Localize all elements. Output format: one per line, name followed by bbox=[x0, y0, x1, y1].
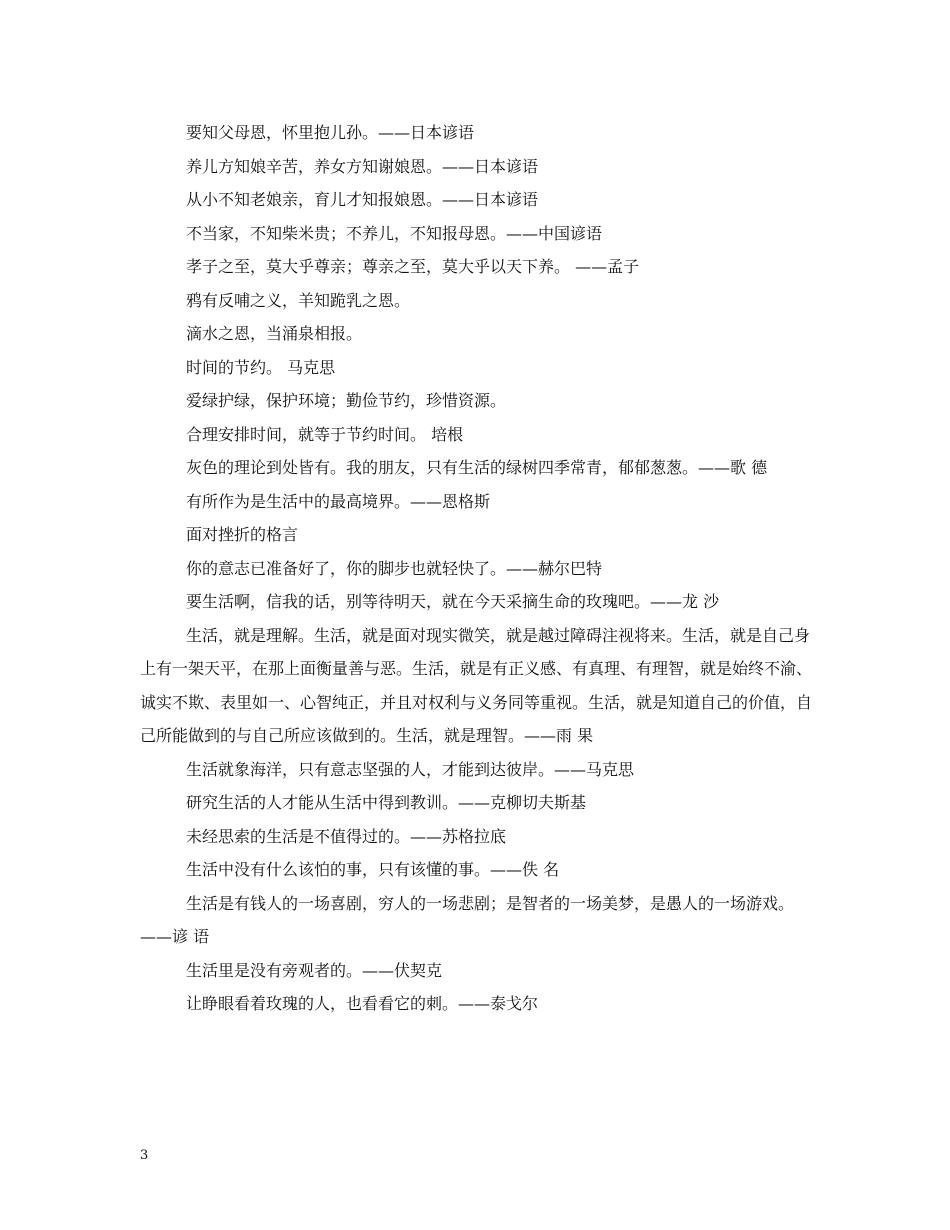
paragraph-11: 灰色的理论到处皆有。我的朋友，只有生活的绿树四季常青，郁郁葱葱。——歌 德 bbox=[186, 458, 768, 477]
paragraph-21: 生活是有钱人的一场喜剧，穷人的一场悲剧；是智者的一场美梦，是愚人的一场游戏。——谚 语 bbox=[140, 893, 795, 946]
paragraph-1: 要知父母恩，怀里抱儿孙。——日本谚语 bbox=[186, 123, 475, 142]
paragraph-2: 养儿方知娘辛苦，养女方知谢娘恩。——日本谚语 bbox=[186, 156, 539, 176]
paragraph-19: 未经思索的生活是不值得过的。——苏格拉底 bbox=[186, 826, 507, 846]
paragraph-22: 生活里是没有旁观者的。——伏契克 bbox=[186, 960, 443, 980]
paragraph-16: 生活，就是理解。生活，就是面对现实微笑，就是越过障碍注视将来。生活，就是自己身上有一架天平，在那上面衡量善与恶。生活，就是有正义感、有真理、有理智，就是始终不渝、诚实不欺、表里如一、心智纯正，并且对权利与义务同等重视。生活，就是知道自己的价值，自己所能做到的与自己所应该做到的。生活，就是理智。——雨 果 bbox=[140, 625, 813, 745]
paragraph-7: 滴水之恩，当涌泉相报。 bbox=[186, 324, 363, 343]
paragraph-14: 你的意志已准备好了，你的脚步也就轻快了。——赫尔巴特 bbox=[186, 558, 603, 578]
paragraph-12: 有所作为是生活中的最高境界。——恩格斯 bbox=[186, 491, 491, 511]
paragraph-8: 时间的节约。 马克思 bbox=[186, 357, 336, 377]
paragraph-15: 要生活啊，信我的话，别等待明天，就在今天采摘生命的玫瑰吧。——龙 沙 bbox=[186, 592, 720, 611]
paragraph-23: 让睁眼看着玫瑰的人，也看看它的刺。——泰戈尔 bbox=[186, 994, 539, 1013]
paragraph-20: 生活中没有什么该怕的事，只有该懂的事。——佚 名 bbox=[186, 860, 560, 879]
paragraph-6: 鸦有反哺之义，羊知跪乳之恩。 bbox=[186, 290, 411, 310]
paragraph-18: 研究生活的人才能从生活中得到教训。——克柳切夫斯基 bbox=[186, 793, 587, 812]
paragraph-10: 合理安排时间，就等于节约时间。 培根 bbox=[186, 424, 464, 444]
paragraph-4: 不当家，不知柴米贵；不养儿，不知报母恩。——中国谚语 bbox=[186, 223, 603, 243]
section-heading: 面对挫折的格言 bbox=[186, 525, 299, 544]
page-number: 3 bbox=[140, 1148, 149, 1163]
paragraph-9: 爱绿护绿，保护环境；勤俭节约，珍惜资源。 bbox=[186, 391, 507, 410]
paragraph-17: 生活就象海洋，只有意志坚强的人，才能到达彼岸。——马克思 bbox=[186, 759, 635, 779]
paragraph-5: 孝子之至，莫大乎尊亲；尊亲之至，莫大乎以天下养。 ——孟子 bbox=[186, 257, 640, 276]
paragraph-3: 从小不知老娘亲，育儿才知报娘恩。——日本谚语 bbox=[186, 190, 539, 209]
document-body bbox=[140, 116, 812, 1021]
